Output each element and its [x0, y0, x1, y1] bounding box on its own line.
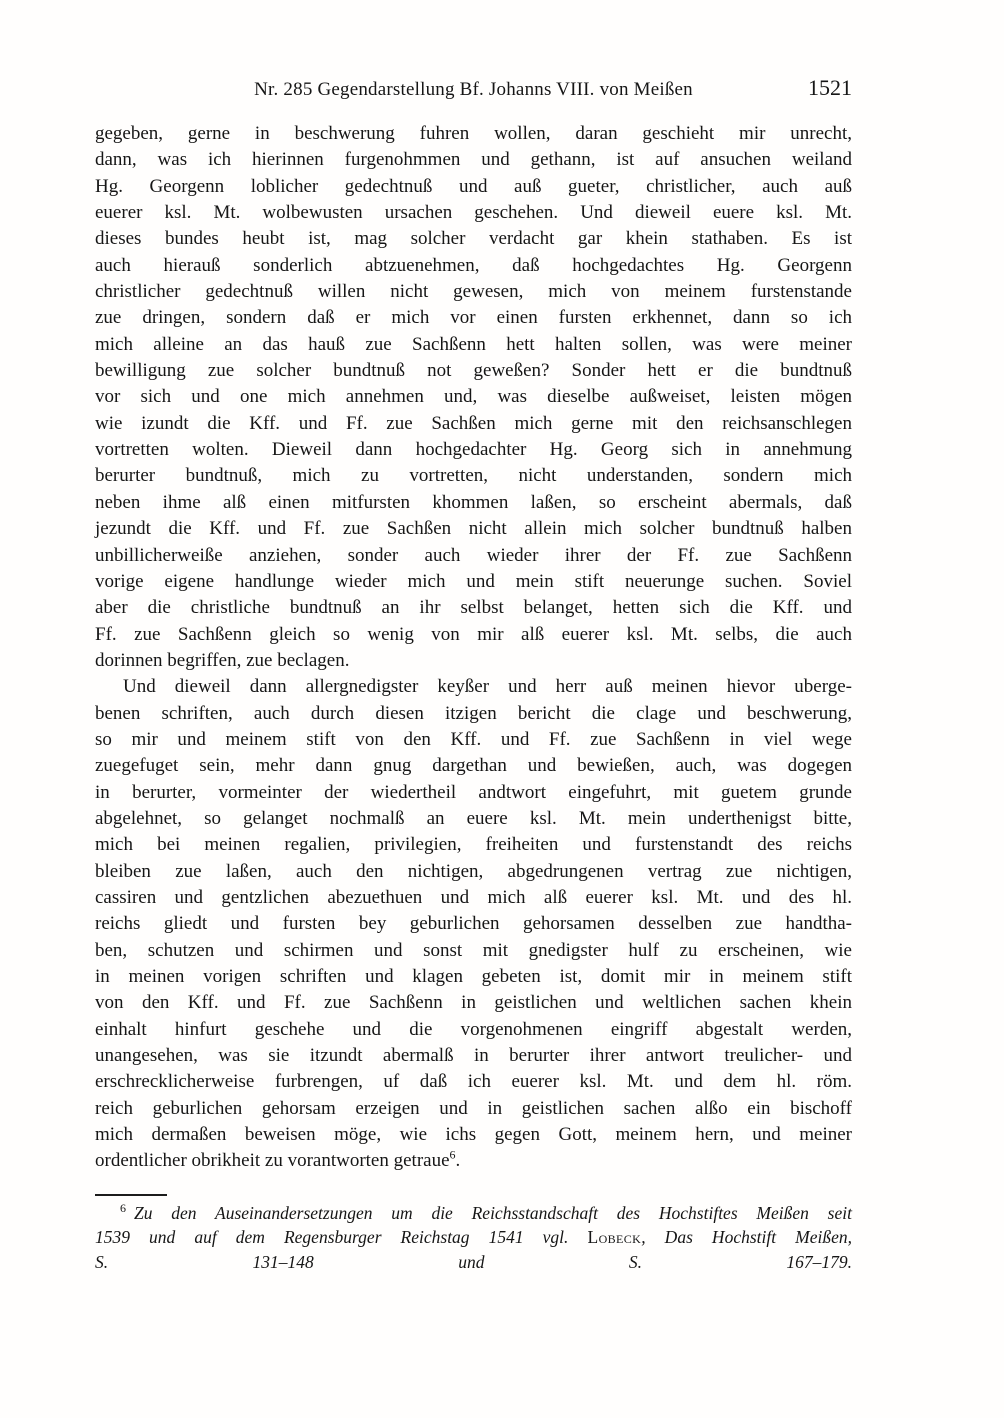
- paragraph: [95, 674, 852, 1175]
- text-line: vor sich und one mich annehmen und, was dieselbe außweiset, leisten mögen: [95, 386, 852, 408]
- text-line: mich alleine an das hauß zue Sachßenn hett halten sollen, was were meiner: [95, 333, 852, 355]
- text-line: in meinen vorigen schriften und klagen gebeten ist, domit mir in meinem stift: [95, 966, 852, 987]
- text-line: unbillicherweiße anziehen, sonder auch wieder ihrer der Ff. zue Sachßenn: [95, 544, 852, 566]
- text-line: zue dringen, sondern daß er mich vor einen fursten erkhennet, dann so ich: [95, 307, 852, 329]
- body-text: [95, 121, 852, 1175]
- header-title: Nr. 285 Gegendarstellung Bf. Johanns VIII. von Meißen: [254, 79, 693, 100]
- footnote-line: S. 131–148 und S. 167–179.: [95, 1251, 852, 1272]
- text-line: von den Kff. und Ff. zue Sachßenn in geistlichen und weltlichen sachen khein: [95, 992, 852, 1014]
- text-line: gegeben, gerne in beschwerung fuhren wollen, daran geschieht mir unrecht,: [95, 123, 852, 144]
- text-line: wie izundt die Kff. und Ff. zue Sachßen mich gerne mit den reichsanschlegen: [95, 412, 852, 434]
- text-line: bewilligung zue solcher bundtnuß not geweßen? Sonder hett er die bundtnuß: [95, 360, 852, 382]
- text-line: cassiren und gentzlichen abezuethuen und mich alß euerer ksl. Mt. und des hl.: [95, 886, 852, 908]
- text-line: benen schriften, auch durch diesen itzigen bericht die clage und beschwerung,: [95, 702, 852, 724]
- text-line: Ff. zue Sachßenn gleich so wenig von mir alß euerer ksl. Mt. selbs, die auch: [95, 623, 852, 645]
- footnote-line: 1539 und auf dem Regensburger Reichstag 1541 vgl. Lobeck, Das Hochstift Meißen,: [95, 1227, 852, 1248]
- text-line: reichs gliedt und fursten bey geburlichen gehorsamen desselben zue handtha-: [95, 913, 852, 935]
- text-line: ordentlicher obrikheit zu vorantworten getraue$^6$.: [95, 1148, 461, 1172]
- text-line: ben, schutzen und schirmen und sonst mit gnedigster hulf zu erscheinen, wie: [95, 939, 852, 961]
- text-line: einhalt hinfurt geschehe und die vorgenohmenen eingriff abgestalt werden,: [95, 1018, 852, 1040]
- footnote-reference: 6: [449, 1148, 456, 1163]
- text-line: bleiben zue laßen, auch den nichtigen, abgedrungenen vertrag zue nichtigen,: [95, 860, 852, 882]
- text-line: erschrecklicherweise furbrengen, uf daß ich euerer ksl. Mt. und dem hl. röm.: [95, 1071, 852, 1093]
- text-line: jezundt die Kff. und Ff. zue Sachßen nicht allein mich solcher bundtnuß halben: [95, 518, 852, 540]
- footnote-text: [95, 1201, 852, 1274]
- text-line: zuegefuget sein, mehr dann gnug dargethan und bewießen, auch, was dogegen: [95, 755, 852, 777]
- text-line: berurter bundtnuß, mich zu vortretten, nicht understanden, sondern mich: [95, 465, 852, 487]
- text-line: unangesehen, was sie itzundt abermalß in berurter ihrer antwort treulicher- und: [95, 1045, 852, 1067]
- text-line: dann, was ich hierinnen furgenohmmen und gethann, ist auf ansuchen weiland: [95, 149, 852, 171]
- author-name-smallcaps: Lobeck: [587, 1227, 642, 1248]
- text-line: aber die christliche bundtnuß an ihr selbst belanget, hetten sich die Kff. und: [95, 597, 852, 619]
- text-line: mich dermaßen beweisen möge, wie ichs gegen Gott, meinem hern, und meiner: [95, 1124, 852, 1146]
- footnote-marker: 6: [120, 1200, 126, 1215]
- text-line: Hg. Georgenn loblicher gedechtnuß und auß gueter, christlicher, auch auß: [95, 175, 852, 197]
- text-line: mich bei meinen regalien, privilegien, freiheiten und furstenstandt des reichs: [95, 834, 852, 856]
- text-line: abgelehnet, so gelanget nochmalß an euere ksl. Mt. mein underthenigst bitte,: [95, 807, 852, 829]
- text-line: dieses bundes heubt ist, mag solcher verdacht gar khein stathaben. Es ist: [95, 228, 852, 250]
- text-line: christlicher gedechtnuß willen nicht gewesen, mich von meinem furstenstande: [95, 281, 852, 303]
- text-line: vorige eigene handlunge wieder mich und mein stift neuerunge suchen. Soviel: [95, 570, 852, 592]
- page-number: 1521: [808, 75, 852, 100]
- text-line: neben ihme alß einen mitfursten khommen laßen, so erscheint abermals, daß: [95, 491, 852, 513]
- text-line: euerer ksl. Mt. wolbewusten ursachen geschehen. Und dieweil euere ksl. Mt.: [95, 202, 852, 224]
- paragraph: [95, 121, 852, 674]
- footnote-line: $^6$ Zu den Auseinandersetzungen um die Reichsstandschaft des Hochstiftes Meißen seit: [120, 1200, 852, 1223]
- text-line: Und dieweil dann allergnedigster keyßer und herr auß meinen hievor uberge-: [123, 676, 852, 698]
- text-line: dorinnen begriffen, zue beclagen.: [95, 649, 350, 671]
- text-line: auch hierauß sonderlich abtzuenehmen, daß hochgedachtes Hg. Georgenn: [95, 254, 852, 276]
- running-header: [95, 75, 852, 102]
- text-line: reich geburlichen gehorsam erzeigen und in geistlichen sachen alßo ein bischoff: [95, 1097, 852, 1119]
- text-line: vortretten wolten. Dieweil dann hochgedachter Hg. Georg sich in annehmung: [95, 439, 852, 461]
- text-block: [95, 75, 852, 1274]
- text-line: in berurter, vormeinter der wiedertheil andtwort eingefuhrt, mit guetem grunde: [95, 781, 852, 803]
- footnote-rule: [95, 1194, 167, 1196]
- text-line: so mir und meinem stift von den Kff. und Ff. zue Sachßenn in viel wege: [95, 728, 852, 750]
